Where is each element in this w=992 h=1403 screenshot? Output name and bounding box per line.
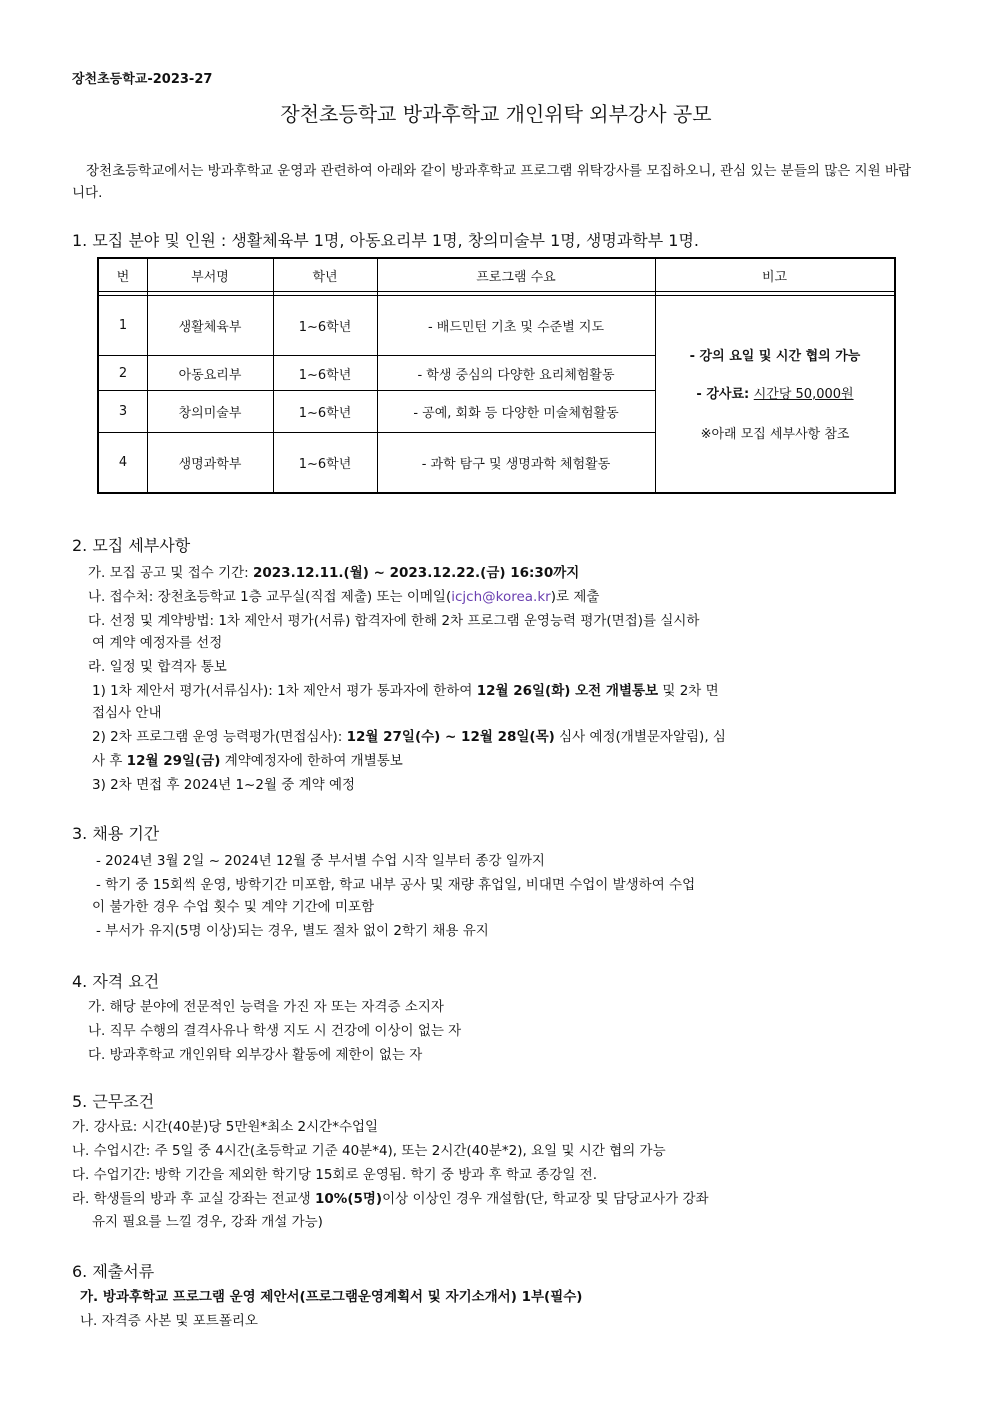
- section-3-line-2a: - 학기 중 15회씩 운영, 방학기간 미포함, 학교 내부 공사 및 재량 휴업일, 비대면 수업이 발생하여 수업: [96, 877, 696, 893]
- r2-line2-pre: 사 후: [92, 753, 127, 769]
- ra-pre: 라. 학생들의 방과 후 교실 강좌는 전교생: [72, 1191, 315, 1207]
- row-4-dept: 생명과학부: [178, 457, 242, 472]
- section-3-heading: 3. 채용 기간: [72, 824, 160, 843]
- section-2-na-pre: 나. 접수처: 장천초등학교 1층 교무실(직접 제출) 또는 이메일(: [88, 589, 452, 605]
- section-3-line-1: - 2024년 3월 2일 ~ 2024년 12월 중 부서별 수업 시작 일부터 종강 일까지: [96, 853, 545, 869]
- r2-line2-post: 계약예정자에 한하여 개별통보: [220, 753, 403, 769]
- section-3-line-3: - 부서가 유지(5명 이상)되는 경우, 별도 절차 없이 2학기 채용 유지: [96, 923, 489, 939]
- section-1-heading: [72, 228, 699, 251]
- section-5-item-na: 나. 수업시간: 주 5일 중 4시간(초등학교 기준 40분*4), 또는 2시간(40분*2), 요일 및 시간 협의 가능: [72, 1143, 666, 1159]
- row-3-grade: 1~6학년: [298, 406, 352, 421]
- row-3-no: 3: [118, 404, 128, 419]
- row-2-program: - 학생 중심의 다양한 요리체험활동: [417, 367, 615, 383]
- row-1-dept: 생활체육부: [178, 320, 242, 335]
- section-4-heading: 4. 자격 요건: [72, 972, 160, 991]
- header-note: 비고: [761, 269, 788, 285]
- row-3-program: - 공예, 회화 등 다양한 미술체험활동: [413, 406, 619, 421]
- section-5-item-ra: [72, 1187, 709, 1207]
- row-1-program: - 배드민턴 기초 및 수준별 지도: [427, 320, 605, 335]
- section-6-item-ga: 가. 방과후학교 프로그램 운영 제안서(프로그램운영계획서 및 자기소개서) 1부(필수): [80, 1289, 583, 1305]
- section-2-item-da-line1: 다. 선정 및 계약방법: 1차 제안서 평가(서류) 합격자에 한해 2차 프로그램 운영능력 평가(면접)를 실시하: [88, 613, 700, 629]
- section-2-item-ra: 라. 일정 및 합격자 통보: [88, 659, 227, 675]
- section-2-ga-label: 가. 모집 공고 및 접수 기간:: [88, 565, 253, 581]
- header-program: 프로그램 수요: [476, 269, 556, 285]
- r1-post: 및 2차 면: [658, 683, 719, 699]
- section-3-line-2b: 이 불가한 경우 수업 횟수 및 계약 기간에 미포함: [92, 899, 375, 915]
- section-4-item-na: 나. 직무 수행의 결격사유나 학생 지도 시 건강에 이상이 없는 자: [88, 1023, 462, 1039]
- row-1-grade: 1~6학년: [298, 320, 352, 335]
- note-fee-label: - 강사료:: [696, 387, 754, 402]
- note-schedule: - 강의 요일 및 시간 협의 가능: [689, 349, 861, 364]
- section-6-heading: 6. 제출서류: [72, 1262, 155, 1281]
- section-1-detail: 생활체육부 1명, 아동요리부 1명, 창의미술부 1명, 생명과학부 1명.: [231, 231, 699, 250]
- section-2-item-r3: 3) 2차 면접 후 2024년 1~2월 중 계약 예정: [92, 777, 356, 793]
- section-6-item-na: 나. 자격증 사본 및 포트폴리오: [80, 1313, 258, 1329]
- row-3-dept: 창의미술부: [178, 406, 242, 421]
- section-4-item-ga: 가. 해당 분야에 전문적인 능력을 가진 자 또는 자격증 소지자: [88, 999, 444, 1015]
- row-2-no: 2: [118, 365, 128, 381]
- ra-post: 이상 이상인 경우 개설함(단, 학교장 및 담당교사가 강좌: [382, 1191, 709, 1207]
- note-fee-value: 시간당 50,000원: [753, 387, 854, 402]
- recruitment-table: [97, 257, 896, 494]
- r1-pre: 1) 1차 제안서 평가(서류심사): 1차 제안서 평가 통과자에 한하여: [92, 683, 477, 699]
- r2-bold: 12월 27일(수) ~ 12월 28일(목): [346, 729, 555, 745]
- section-2-heading: 2. 모집 세부사항: [72, 536, 191, 555]
- header-dept: 부서명: [191, 269, 229, 285]
- note-fee: [656, 383, 894, 402]
- section-2-item-r1-line2: 접심사 안내: [92, 705, 162, 721]
- row-2-dept: 아동요리부: [178, 367, 242, 383]
- section-5-item-da: 다. 수업기간: 방학 기간을 제외한 학기당 15회로 운영됨. 학기 중 방과 후 학교 종강일 전.: [72, 1167, 598, 1183]
- row-2-grade: 1~6학년: [298, 367, 352, 383]
- section-4-item-da: 다. 방과후학교 개인위탁 외부강사 활동에 제한이 없는 자: [88, 1047, 423, 1063]
- section-2-item-na: [88, 585, 599, 605]
- page-title: 장천초등학교 방과후학교 개인위탁 외부강사 공모: [280, 102, 712, 126]
- row-1-no: 1: [118, 318, 128, 333]
- section-1-title: 1. 모집 분야 및 인원 :: [72, 231, 232, 250]
- section-5-heading: 5. 근무조건: [72, 1092, 155, 1111]
- r2-line2-bold: 12월 29일(금): [126, 753, 221, 769]
- header-grade: 학년: [312, 269, 338, 285]
- section-2-na-post: )로 제출: [550, 589, 600, 605]
- r2-post: 심사 예정(개별문자알림), 심: [554, 729, 726, 745]
- r2-pre: 2) 2차 프로그램 운영 능력평가(면접심사):: [92, 729, 347, 745]
- section-2-item-ga: [88, 561, 579, 581]
- r1-bold: 12월 26일(화) 오전 개별통보: [476, 683, 659, 699]
- section-5-item-ra-line2: 유지 필요를 느낄 경우, 강좌 개설 가능): [92, 1214, 323, 1230]
- row-4-no: 4: [118, 455, 128, 470]
- intro-paragraph: 장천초등학교에서는 방과후학교 운영과 관련하여 아래와 같이 방과후학교 프로그램 위탁강사를 모집하오니, 관심 있는 분들의 많은 지원 바랍니다.: [72, 163, 912, 201]
- section-2-item-r1: [92, 679, 719, 699]
- ra-bold: 10%(5명): [315, 1191, 383, 1207]
- section-5-item-ga: 가. 강사료: 시간(40분)당 5만원*최소 2시간*수업일: [72, 1119, 379, 1135]
- note-reference: ※아래 모집 세부사항 참조: [700, 427, 850, 442]
- email-link[interactable]: icjch@korea.kr: [451, 589, 551, 605]
- row-4-program: - 과학 탐구 및 생명과학 체험활동: [421, 457, 611, 472]
- section-2-ga-value: 2023.12.11.(월) ~ 2023.12.22.(금) 16:30까지: [253, 565, 580, 581]
- header-no: 번: [116, 269, 130, 285]
- section-2-item-r2-line2: [92, 749, 403, 769]
- section-2-item-da-line2: 여 계약 예정자를 선정: [92, 635, 223, 651]
- document-number: 장천초등학교-2023-27: [72, 72, 213, 87]
- section-2-item-r2: [92, 725, 726, 745]
- row-4-grade: 1~6학년: [298, 457, 352, 472]
